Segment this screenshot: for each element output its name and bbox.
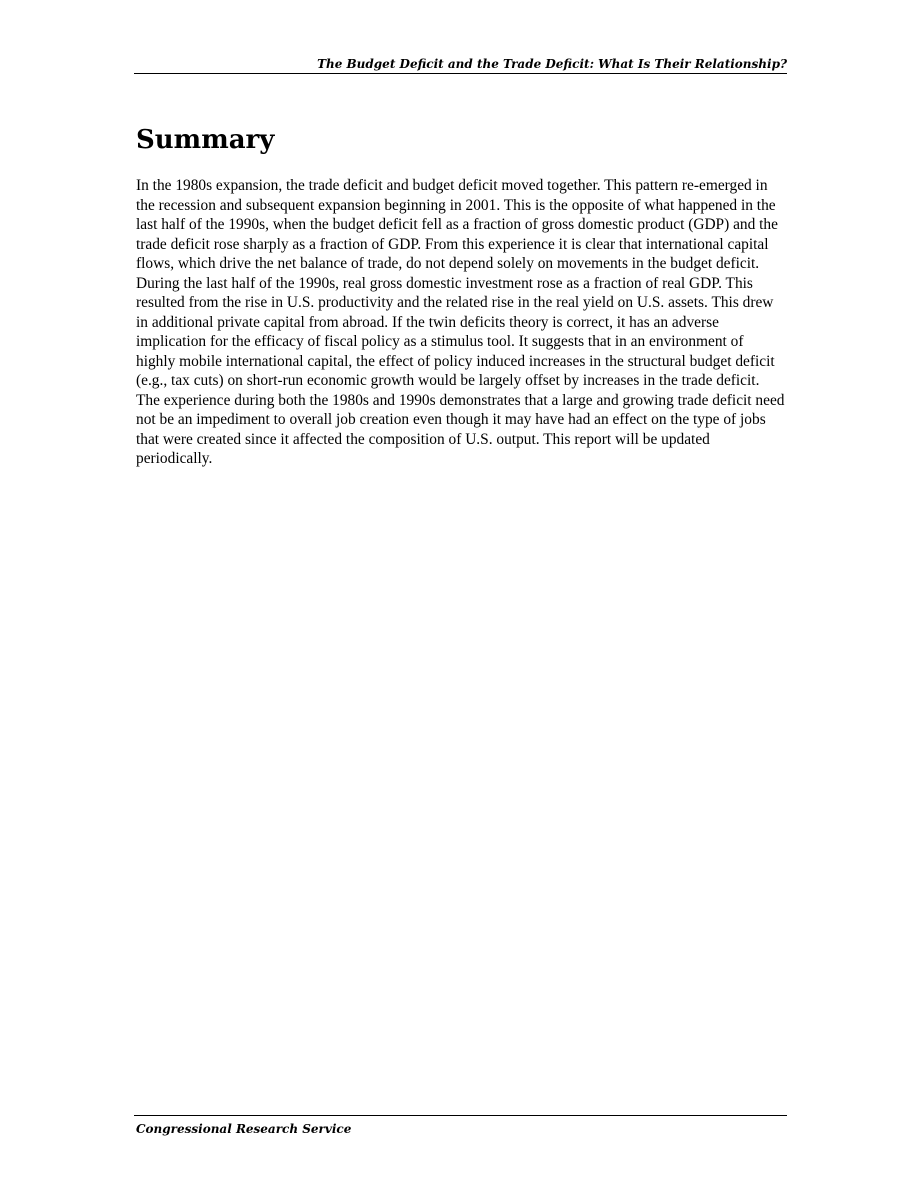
- footer-divider: [134, 1115, 787, 1116]
- running-header: [134, 55, 787, 74]
- organization-name: Congressional Research Service: [136, 1122, 352, 1136]
- summary-paragraph: In the 1980s expansion, the trade deficit and budget deficit moved together. This pattern re-emerged in the recession and subsequent expansion beginning in 2001. This is the opposite of what happened in the last half of the 1990s, when the budget deficit fell as a fraction of gross domestic product (GDP) and the trade deficit rose sharply as a fraction of GDP. From this experience it is clear that international capital flows, which drive the net balance of trade, do not depend solely on movements in the budget deficit. During the last half of the 1990s, real gross domestic investment rose as a fraction of real GDP. This resulted from the rise in U.S. productivity and the related rise in the real yield on U.S. assets. This drew in additional private capital from abroad. If the twin deficits theory is correct, it has an adverse implication for the efficacy of fiscal policy as a stimulus tool. It suggests that in an environment of highly mobile international capital, the effect of policy induced increases in the structural budget deficit (e.g., tax cuts) on short-run economic growth would be largely offset by increases in the trade deficit. The experience during both the 1980s and 1990s demonstrates that a large and growing trade deficit need not be an impediment to overall job creation even though it may have had an effect on the type of jobs that were created since it affected the composition of U.S. output. This report will be updated periodically.: [136, 177, 785, 467]
- section-heading-summary: Summary: [136, 125, 275, 155]
- running-footer: [136, 1120, 351, 1138]
- report-title: The Budget Deficit and the Trade Deficit: What Is Their Relationship?: [317, 57, 787, 71]
